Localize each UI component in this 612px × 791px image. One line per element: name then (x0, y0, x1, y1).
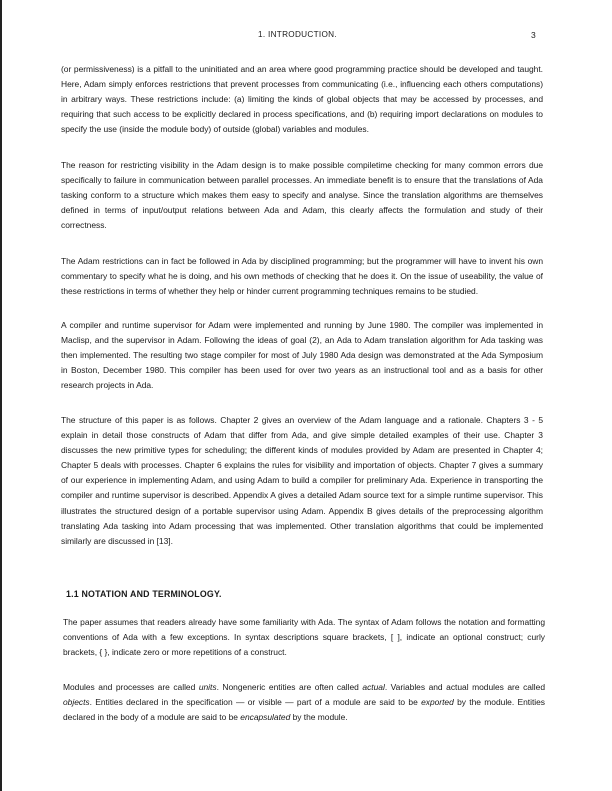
page-number: 3 (531, 30, 537, 40)
text-run: by the module. Entities declared in the body of a module are said to be (63, 697, 546, 723)
term-exported: exported (421, 697, 454, 708)
text-run: . Nongeneric entities are often called (216, 682, 363, 692)
term-units: units (198, 682, 217, 692)
section-paragraph-1-block (63, 615, 545, 660)
term-encapsulated: encapsulated (240, 712, 291, 723)
paragraph-2-block (61, 158, 543, 233)
term-actual: actual (362, 682, 385, 692)
term-objects: objects (63, 697, 90, 708)
paragraph: The Adam restrictions can in fact be followed in Ada by disciplined programming; but the programmer will have to invent his own commentary to specify what he is doing, and his own methods of checking that he does it. On the issue of useability, the value of these restrictions in terms of whether they help or hinder current programming techniques remains to be studied. (61, 256, 543, 297)
running-title: 1. INTRODUCTION. (258, 30, 337, 39)
section-heading: 1.1 NOTATION AND TERMINOLOGY. (66, 589, 222, 599)
running-header (0, 30, 612, 44)
paragraph: (or permissiveness) is a pitfall to the uninitiated and an area where good programming practice should be developed and taught. Here, Adam simply enforces restrictions that prevent processes from communicating (i.e., influencing each others computations) in arbitrary ways. These restrictions include: (a) limiting the kinds of global objects that may be accessed by processes, and requiring that such access to be explicitly declared in process specifications, and (b) requiring import declarations on modules to specify the use (inside the module body) of outside (global) variables and modules. (61, 64, 543, 135)
paragraph (63, 680, 545, 725)
paragraph-1-block (61, 62, 543, 137)
scan-edge (0, 0, 2, 791)
paragraph-5-block (61, 413, 543, 549)
text-run: Modules and processes are called (63, 682, 199, 692)
paragraph: The structure of this paper is as follows. Chapter 2 gives an overview of the Adam language and a rationale. Chapters 3 - 5 explain in detail those constructs of Adam that differ from Ada, and give simple detailed examples of their use. Chapter 3 discusses the new primitive types for scheduling; the different kinds of modules provided by Adam are presented in Chapter 4; Chapter 5 deals with processes. Chapter 6 explains the rules for visibility and importation of objects. Chapter 7 gives a summary of our experience in implementing Adam, and using Adam to build a compiler for preliminary Ada. Experience in transporting the compiler and runtime supervisor is described. Appendix A gives a detailed Adam source text for a simple runtime supervisor. This illustrates the structured design of a portable supervisor using Adam. Appendix B gives details of the preprocessing algorithm translating Ada tasking into Adam processing that was implemented. Other translation algorithms that could be implemented similarly are discussed in [13]. (61, 415, 543, 546)
section-heading-block (66, 589, 548, 599)
text-run: by the module. (290, 712, 348, 723)
text-run: . Entities declared in the specification — or visible — part of a module are said to be (89, 697, 422, 708)
paragraph: A compiler and runtime supervisor for Adam were implemented and running by June 1980. The compiler was implemented in Maclisp, and the supervisor in Adam. Following the ideas of goal (2), an Ada to Adam translation algorithm for Ada tasking was then implemented. The resulting two stage compiler for most of July 1980 Ada design was demonstrated at the Ada Symposium in Boston, December 1980. This compiler has been used for over two years as an instructional tool and as a basis for other research projects in Ada. (61, 320, 543, 391)
section-paragraph-2-block (63, 680, 545, 725)
paragraph: The paper assumes that readers already have some familiarity with Ada. The syntax of Adam follows the notation and formatting conventions of Ada with a few exceptions. In syntax descriptions square brackets, [ ], indicate an optional construct; curly brackets, { }, indicate zero or more repetitions of a construct. (63, 617, 545, 658)
paragraph-3-block (61, 254, 543, 299)
paragraph-4-block (61, 318, 543, 393)
text-run: . Variables and actual modules are called (384, 682, 545, 692)
paragraph: The reason for restricting visibility in the Adam design is to make possible compiletime checking for many common errors due specifically to failure in communication between parallel processes. An immediate benefit is to ensure that the translations of Ada tasking conform to a structure which makes them easy to specify and analyse. Since the translation algorithms are themselves defined in terms of input/output relations between Ada and Adam, this clearly affects the formulation and study of their correctness. (61, 160, 543, 231)
